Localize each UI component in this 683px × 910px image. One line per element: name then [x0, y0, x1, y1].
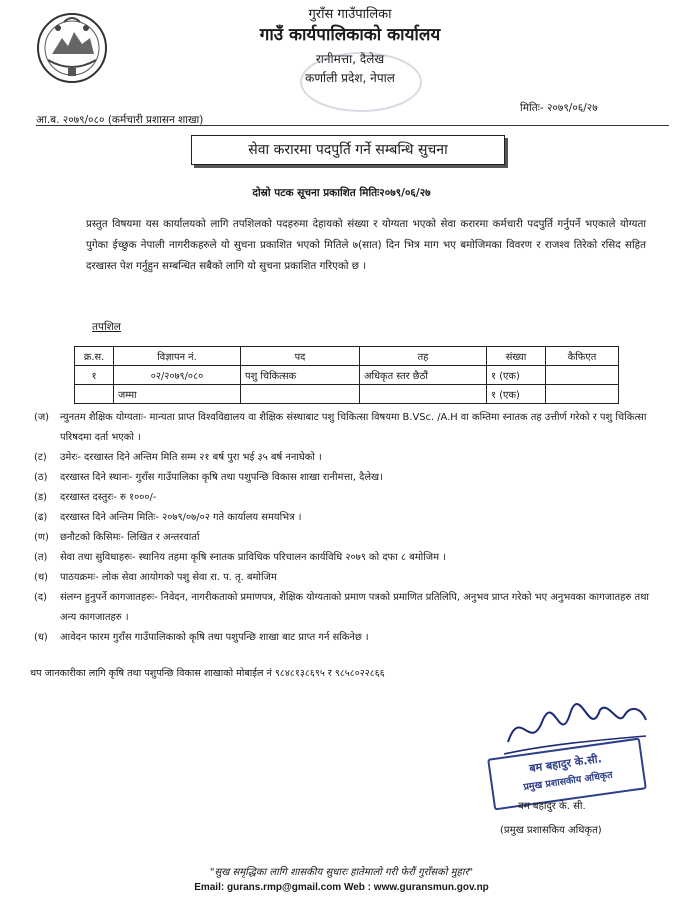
- item-marker: (ट): [34, 452, 47, 463]
- item-marker: (ढ): [34, 512, 48, 523]
- conditions-list: [34, 408, 654, 648]
- footer-contact: Email: gurans.rmp@gmail.com Web : www.guransmun.gov.np: [194, 882, 489, 893]
- item-marker: (ठ): [34, 472, 48, 483]
- table-row: [75, 366, 619, 385]
- office-address: रानीमत्ता, दैलेख: [315, 52, 385, 66]
- item-text: आवेदन फारम गुराँस गाउँपालिकाको कृषि तथा पशुपन्छि शाखा बाट प्राप्त गर्न सकिनेछ ।: [60, 632, 369, 643]
- col-remarks: कैफिएत: [546, 347, 619, 366]
- cell-count: १ (एक): [487, 366, 546, 385]
- col-serial: क्र.स.: [75, 347, 114, 366]
- item-text: सेवा तथा सुविधाहरुः- स्थानिय तहमा कृषि स्नातक प्राविधिक परिचालन कार्यविधि २०७९ को दफा ८ बमोजिम ।: [60, 552, 446, 563]
- list-item: [34, 588, 654, 628]
- list-item: [34, 448, 654, 468]
- details-heading: तपशिल: [92, 321, 121, 333]
- signatory-designation: (प्रमुख प्रशासकिय अधिकृत): [500, 825, 602, 836]
- item-marker: (द): [34, 592, 47, 603]
- item-text: उमेरः- दरखास्त दिने अन्तिम मिति सम्म २१ बर्ष पुरा भई ३५ बर्ष ननाघेको ।: [60, 452, 322, 463]
- list-item: [34, 528, 654, 548]
- office-stamp-icon: [300, 52, 422, 112]
- fiscal-year: आ.ब. २०७९/०८० (कर्मचारी प्रशासन शाखा): [36, 114, 204, 126]
- item-marker: (ण): [34, 532, 49, 543]
- item-text: पाठयक्रमः- लोक सेवा आयोगको पशु सेवा रा. प. तृ. बमोजिम: [60, 572, 277, 583]
- footer-slogan: "सुख समृद्धिका लागि शासकीय सुधारः हातेमालो गरी फेरौं गुराँसको मुहार": [209, 867, 474, 878]
- list-item: [34, 508, 654, 528]
- cell-total-count: १ (एक): [487, 385, 546, 404]
- item-marker: (ध): [34, 632, 48, 643]
- table-row: [75, 385, 619, 404]
- list-item: [34, 488, 654, 508]
- cell-total-label: जम्मा: [114, 385, 241, 404]
- cell-level: अधिकृत स्तर छैठौं: [360, 366, 487, 385]
- item-text: न्युनतम शैक्षिक योग्यताः- मान्यता प्राप्त विश्वविद्यालय वा शैक्षिक संस्थाबाट पशु चिकित्सा विषयमा B.VSc. /A.H वा कम्तिमा स्नातक तह उत्तीर्ण गरेको र पशु चिकित्सा परिषदमा दर्ता भएको ।: [60, 412, 647, 443]
- contact-line: थप जानकारीका लागि कृषि तथा पशुपन्छि विकास शाखाको मोबाईल नं ९८४८१३८६९५ र ९८५८०२२८६६: [30, 668, 385, 679]
- cell-level: [360, 385, 487, 404]
- item-text: छनौटको किसिमः- लिखित र अन्तरवार्ता: [60, 532, 200, 543]
- notice-title: सेवा करारमा पदपुर्ति गर्ने सम्बन्धि सुचना: [191, 135, 505, 165]
- cell-serial: [75, 385, 114, 404]
- list-item: [34, 468, 654, 488]
- municipality-name: गुराँस गाउँपालिका: [308, 7, 392, 22]
- list-item: [34, 568, 654, 588]
- cell-remarks: [546, 366, 619, 385]
- cell-post: [241, 385, 360, 404]
- list-item: [34, 548, 654, 568]
- item-marker: (त): [34, 552, 48, 563]
- cell-post: पशु चिकित्सक: [241, 366, 360, 385]
- item-text: दरखास्त दिने अन्तिम मितिः- २०७९/०७/०२ गते कार्यालय समयभित्र ।: [60, 512, 302, 523]
- stamp-name: बम बहादुर के.सी.: [528, 752, 603, 776]
- notice-paragraph: प्रस्तुत विषयमा यस कार्यालयको लागि तपशिलको पदहरुमा देहायको संख्या र योग्यता भएको सेवा करारमा कर्मचारी पदपुर्ति गर्नुपर्ने भएकाले योग्यता पुगेका ईच्छुक नेपाली नागरीकहरुले यो सुचना प्रकाशित भएको मितिले ७(सात) दिन भित्र माग भए बमोजिमका विवरण र राजश्व तिरेको रसिद सहित दरखास्त पेश गर्नुहुन सम्बन्धित सबैको लागि यो सुचना प्रकाशित गरिएको छ ।: [86, 218, 646, 272]
- header-divider: [36, 125, 669, 126]
- second-publication-line: दोस्रो पटक सूचना प्रकाशित मितिः२०७९/०६/२७: [252, 187, 431, 199]
- item-text: दरखास्त दस्तुरः- रु १०००/-: [60, 492, 157, 503]
- cell-serial: १: [75, 366, 114, 385]
- item-text: दरखास्त दिने स्थानः- गुराँस गाउँपालिका कृषि तथा पशुपन्छि विकास शाखा रानीमत्ता, दैलेख।: [60, 472, 383, 483]
- list-item: [34, 628, 654, 648]
- office-name: गाउँ कार्यपालिकाको कार्यालय: [259, 25, 441, 45]
- col-post: पद: [241, 347, 360, 366]
- col-count: संख्या: [487, 347, 546, 366]
- vacancy-table: [74, 346, 619, 404]
- signatory-name: बम बहादुर के. सी.: [518, 801, 586, 812]
- item-marker: (थ): [34, 572, 49, 583]
- col-level: तह: [360, 347, 487, 366]
- item-marker: (ज): [34, 412, 50, 423]
- notice-date: मितिः- २०७९/०६/२७: [520, 102, 598, 114]
- cell-remarks: [546, 385, 619, 404]
- item-text: संलग्न हुनुपर्ने कागजातहरुः- निवेदन, नागरीकताको प्रमाणपत्र, शैक्षिक योग्यताको प्रमाण पत्रको प्रमाणित प्रतिलिपि, अनुभव प्राप्त गरेको भए अनुभवका कागजातहरु तथा अन्य कागजातहरु ।: [60, 592, 649, 623]
- list-item: [34, 408, 654, 448]
- item-marker: (ड): [34, 492, 47, 503]
- cell-advertisement-no: ०२/२०७९/०८०: [114, 366, 241, 385]
- stamp-designation: प्रमुख प्रशासकीय अधिकृत: [522, 769, 614, 794]
- nepal-emblem-icon: [34, 8, 110, 88]
- table-header-row: [75, 347, 619, 366]
- col-advertisement-no: विज्ञापन नं.: [114, 347, 241, 366]
- province-name: कर्णाली प्रदेश, नेपाल: [305, 71, 395, 85]
